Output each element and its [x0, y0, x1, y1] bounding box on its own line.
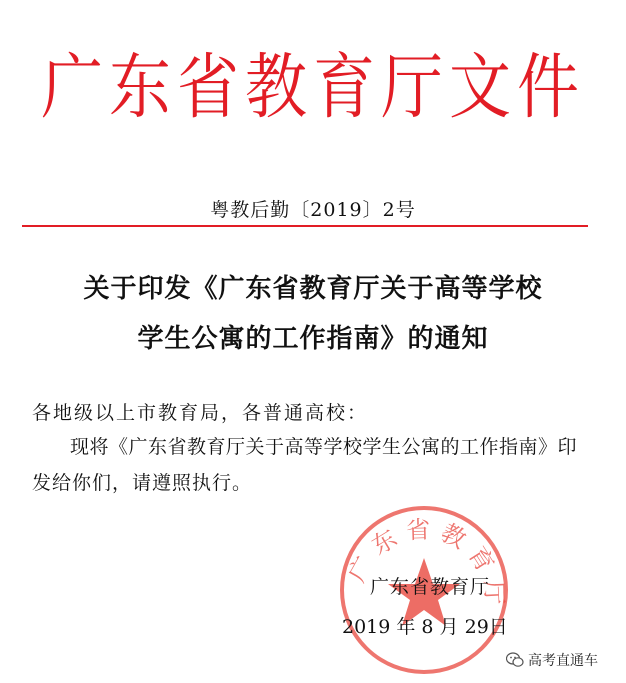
document-masthead: 广东省教育厅文件: [40, 44, 585, 129]
salutation: 各地级以上市教育局，各普通高校：: [32, 402, 369, 424]
body-paragraph-line2: 发给你们，请遵照执行。: [32, 472, 253, 494]
watermark-text: 高考直通车: [528, 653, 598, 669]
notice-title-line2: 学生公寓的工作指南》的通知: [137, 324, 489, 354]
source-watermark: [506, 650, 598, 670]
issuer-name: 广东省教育厅: [370, 576, 491, 598]
issue-date: 2019 年 8 月 29日: [342, 616, 508, 638]
body-paragraph-line1: 现将《广东省教育厅关于高等学校学生公寓的工作指南》印: [70, 436, 578, 458]
header-divider: [22, 225, 588, 227]
document-number: 粤教后勤〔2019〕2号: [210, 199, 416, 221]
svg-text:广东省教育厅: 广东省教育厅: [342, 515, 509, 614]
wechat-icon: [506, 652, 524, 668]
notice-title-line1: 关于印发《广东省教育厅关于高等学校: [83, 274, 543, 304]
